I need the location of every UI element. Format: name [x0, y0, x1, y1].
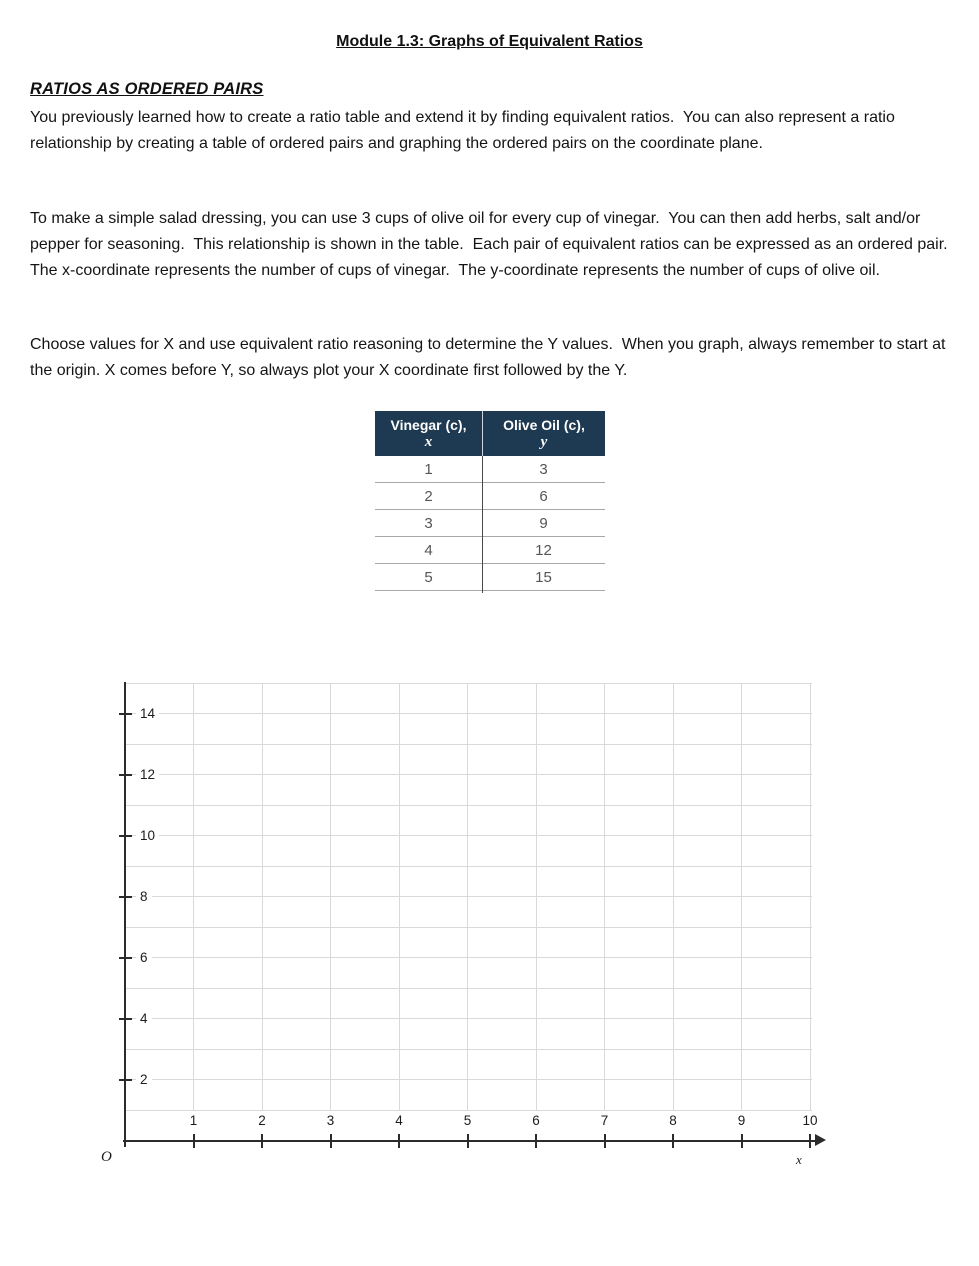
x-tick-label: 9	[737, 1112, 746, 1128]
h-gridline	[125, 713, 812, 714]
table-cell-y: 15	[535, 568, 552, 586]
h-gridline	[125, 927, 812, 928]
v-gridline	[741, 683, 742, 1110]
table-cell-y: 3	[539, 460, 548, 478]
table-cell-y: 12	[535, 541, 552, 559]
y-tick-label: 6	[136, 949, 152, 967]
y-tick-label: 2	[136, 1071, 152, 1089]
table-cell-y: 9	[539, 514, 548, 532]
x-tick-label: 7	[600, 1112, 609, 1128]
y-tick-label: 12	[136, 766, 159, 784]
table-cell-x: 2	[424, 487, 433, 505]
v-gridline	[604, 683, 605, 1110]
v-gridline	[399, 683, 400, 1110]
h-gridline	[125, 744, 812, 745]
x-axis-letter: x	[796, 1151, 802, 1167]
h-gridline	[125, 957, 812, 958]
table-cell-x: 3	[424, 514, 433, 532]
paragraph-intro: You previously learned how to create a ratio table and extend it by finding equivalent ratios. You can also represent a ratio relationship by creating a table of ordered pairs and graphing the ordered pairs on the coordinate plane.	[30, 109, 900, 152]
table-cell-x: 4	[424, 541, 433, 559]
h-gridline	[125, 1018, 812, 1019]
paragraph-example: To make a simple salad dressing, you can use 3 cups of olive oil for every cup of vinegar. You can then add herbs, salt and/or pepper for seasoning. This relationship is shown in the table. Each pair of equivalent ratios can be expressed as an ordered pair. The x-coordinate represents the number of cups of vinegar. The y-coordinate represents the number of cups of olive oil.	[30, 210, 957, 279]
h-gridline	[125, 683, 812, 684]
v-gridline	[262, 683, 263, 1110]
paragraph-instructions: Choose values for X and use equivalent ratio reasoning to determine the Y values. When you graph, always remember to start at the origin. X comes before Y, so always plot your X coordinate first followed by the Y.	[30, 336, 950, 379]
section-heading: RATIOS AS ORDERED PAIRS	[30, 80, 264, 98]
table-cell-x: 1	[424, 460, 433, 478]
x-tick-label: 4	[395, 1112, 403, 1128]
h-gridline	[125, 1079, 812, 1080]
h-gridline	[125, 805, 812, 806]
y-tick-label: 4	[136, 1010, 152, 1028]
table-cell-x: 5	[424, 568, 433, 586]
origin-label: O	[101, 1148, 112, 1165]
column-header-vinegar-title: Vinegar (c),	[390, 417, 467, 433]
h-gridline	[125, 1049, 812, 1050]
x-axis-arrow-icon	[815, 1134, 826, 1146]
h-gridline	[125, 988, 812, 989]
x-tick-label: 5	[463, 1112, 472, 1128]
x-tick-label: 10	[802, 1112, 818, 1128]
x-tick-label: 1	[189, 1112, 198, 1128]
v-gridline	[673, 683, 674, 1110]
x-axis-line	[123, 1140, 816, 1142]
column-header-oliveoil-title: Olive Oil (c),	[503, 417, 585, 433]
h-gridline	[125, 774, 812, 775]
y-tick-label: 10	[136, 827, 159, 845]
h-gridline	[125, 896, 812, 897]
x-tick-label: 8	[669, 1112, 677, 1128]
x-tick-label: 3	[326, 1112, 335, 1128]
y-tick-label: 8	[136, 888, 152, 906]
x-tick-label: 2	[258, 1112, 266, 1128]
h-gridline	[125, 1110, 812, 1111]
column-header-vinegar-var: x	[424, 434, 433, 450]
v-gridline	[467, 683, 468, 1110]
v-gridline	[536, 683, 537, 1110]
h-gridline	[125, 866, 812, 867]
column-header-oliveoil-var: y	[540, 434, 548, 450]
h-gridline	[125, 835, 812, 836]
v-gridline	[193, 683, 194, 1110]
v-gridline	[330, 683, 331, 1110]
v-gridline	[810, 683, 811, 1110]
x-tick-label: 6	[532, 1112, 540, 1128]
table-cell-y: 6	[539, 487, 548, 505]
page-title: Module 1.3: Graphs of Equivalent Ratios	[336, 33, 643, 50]
y-tick-label: 14	[136, 705, 159, 723]
y-axis-line	[124, 682, 126, 1147]
